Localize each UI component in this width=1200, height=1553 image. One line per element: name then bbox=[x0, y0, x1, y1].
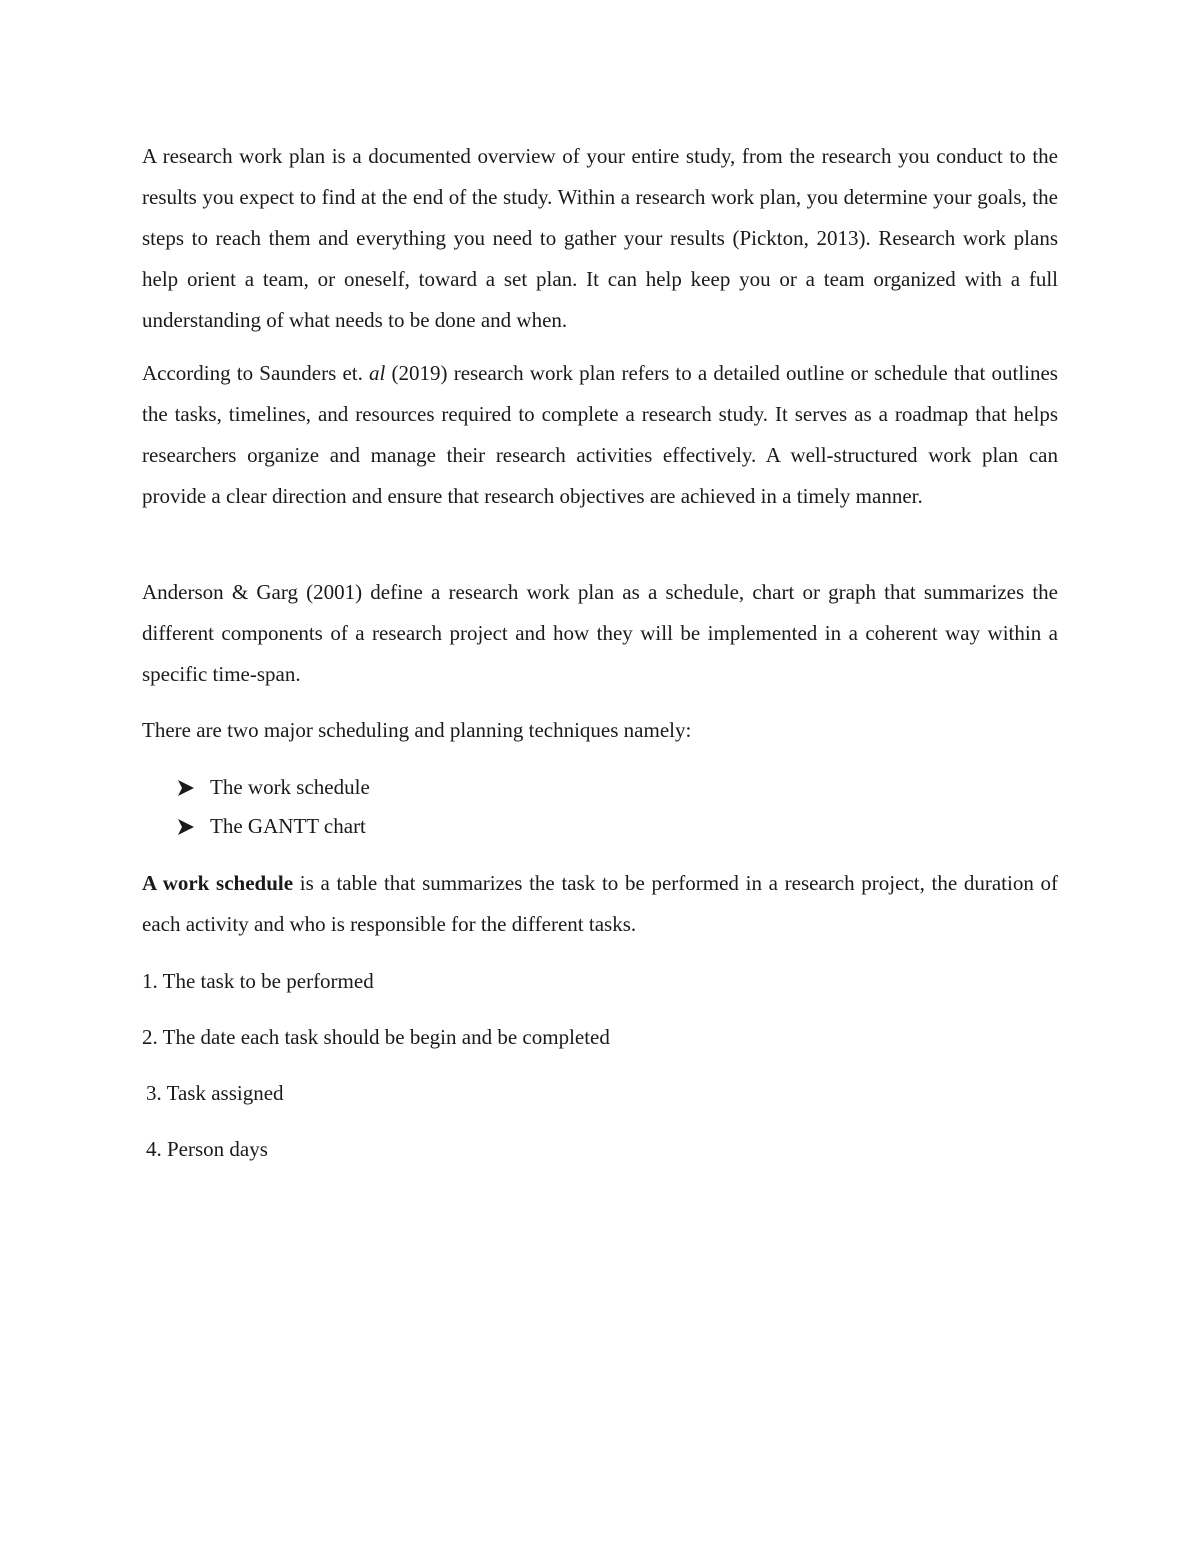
list-item-label: The GANTT chart bbox=[210, 814, 366, 838]
paragraph-work-schedule bbox=[142, 863, 1058, 945]
list-item bbox=[176, 768, 370, 807]
paragraph-text-rest: is a table that summarizes the task to be performed in a research project, the duration of each activity and who is responsible for the different tasks. bbox=[142, 871, 1059, 936]
numbered-item: 2. The date each task should be begin and be completed bbox=[142, 1025, 610, 1049]
arrow-bullet-icon bbox=[176, 818, 196, 836]
paragraph-text: A research work plan is a documented overview of your entire study, from the research you conduct to the results you expect to find at the end of the study. Within a research work plan, you determine your goals, the steps to reach them and everything you need to gather your results (Pickton, 2013). Research work plans help orient a team, or oneself, toward a set plan. It can help keep you or a team organized with a full understanding of what needs to be done and when. bbox=[142, 144, 1058, 332]
numbered-item: 3. Task assigned bbox=[146, 1081, 284, 1105]
paragraph-text-end: (2019) research work plan refers to a detailed outline or schedule that outlines the tasks, timelines, and resources required to complete a research study. It serves as a roadmap that helps researchers organize and manage their research activities effectively. A well-structured work plan can provide a clear direction and ensure that research objectives are achieved in a timely manner. bbox=[142, 361, 1058, 508]
paragraph-text: Anderson & Garg (2001) define a research work plan as a schedule, chart or graph that summarizes the different components of a research project and how they will be implemented in a coherent way within a specific time-span. bbox=[142, 580, 1058, 686]
numbered-item: 1. The task to be performed bbox=[142, 969, 374, 993]
bold-term: A work schedule bbox=[142, 871, 294, 895]
paragraph-text: There are two major scheduling and planning techniques namely: bbox=[142, 718, 692, 742]
italic-al: al bbox=[369, 361, 386, 385]
paragraph-text bbox=[142, 353, 1058, 517]
paragraph-text bbox=[142, 863, 1058, 945]
paragraph-text-start: According to Saunders et. bbox=[142, 361, 370, 385]
paragraph-saunders bbox=[142, 353, 1058, 517]
paragraph-techniques-intro bbox=[142, 710, 1058, 751]
list-item bbox=[176, 807, 370, 846]
arrow-bullet-icon bbox=[176, 779, 196, 797]
paragraph-anderson-garg bbox=[142, 572, 1058, 695]
paragraph-definition bbox=[142, 136, 1058, 341]
list-item-label: The work schedule bbox=[210, 775, 370, 799]
techniques-bullet-list bbox=[176, 768, 370, 846]
numbered-item: 4. Person days bbox=[146, 1137, 268, 1161]
